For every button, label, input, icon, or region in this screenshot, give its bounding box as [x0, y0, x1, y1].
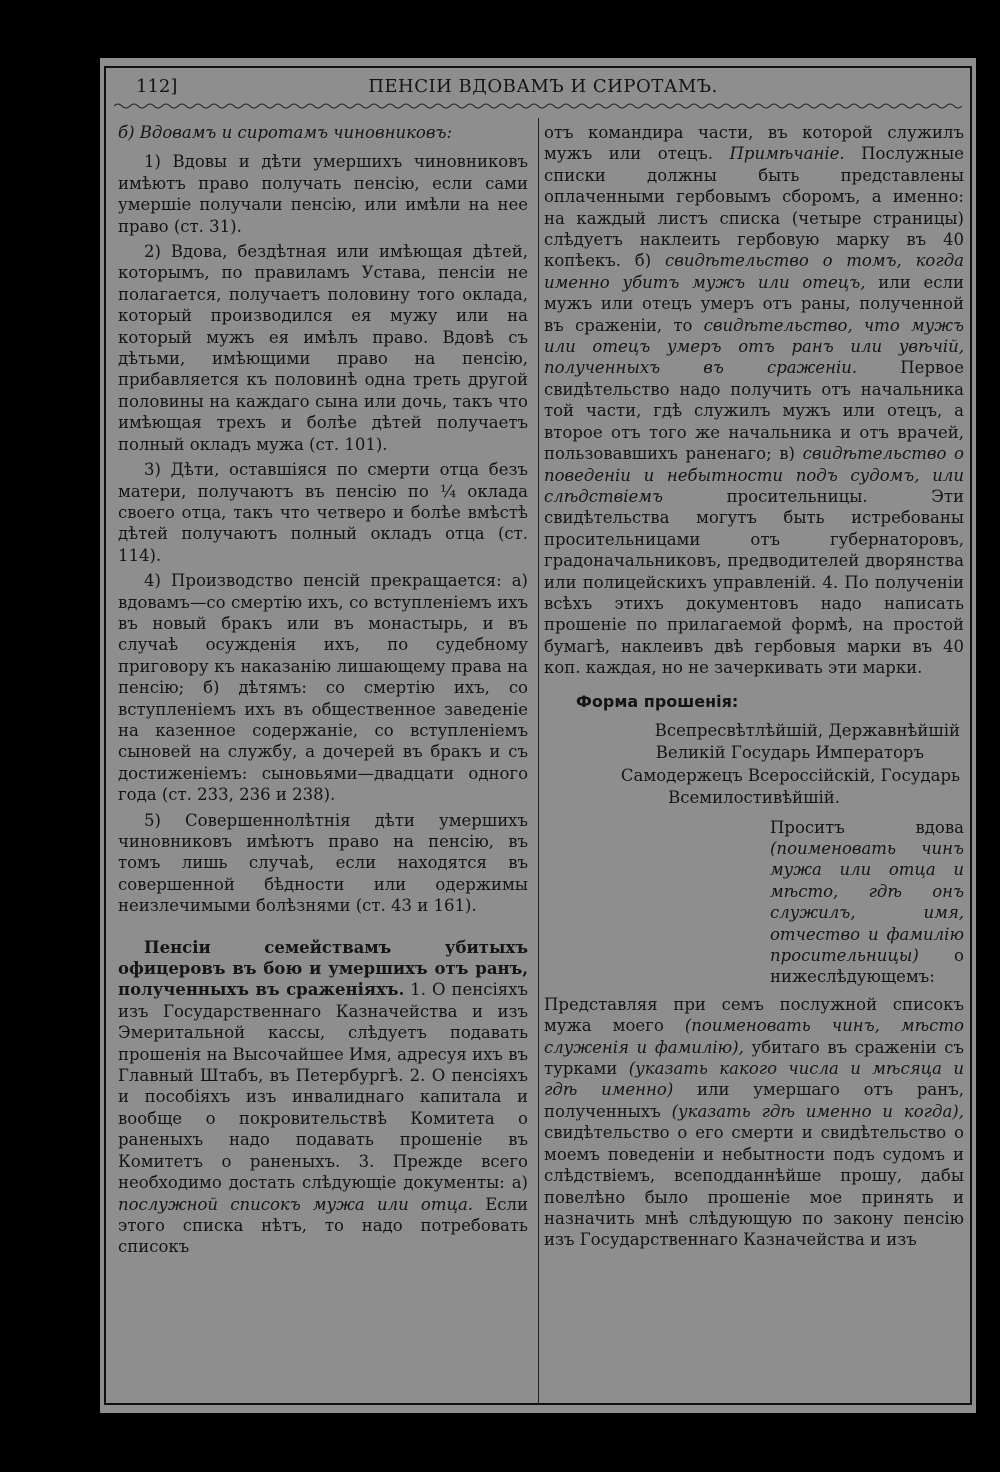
petitioner-text-b: о нижеслѣдующемъ:	[770, 946, 964, 987]
petitioner-block	[770, 817, 964, 988]
petitioner-text-a: Проситъ вдова	[770, 817, 964, 837]
address-line-2: Великій Государь Императоръ	[655, 743, 924, 763]
frame-top-rule	[104, 66, 972, 68]
right-text-c: или если мужъ или отецъ умеръ отъ раны, полученной въ сраженіи, то	[544, 272, 964, 335]
form-title: Форма прошенія:	[576, 691, 739, 711]
address-line-4: Всемилостивѣйшій.	[668, 788, 840, 808]
petition-text-c: или умершаго отъ ранъ, полученныхъ	[544, 1080, 965, 1121]
paragraph-5: 5) Совершеннолѣтнія дѣти умершихъ чиновниковъ имѣютъ право на пенсію, въ томъ лишь случаѣ, если находятся въ совершенной бѣдности или одержимы неизлечимыми болѣзнями (ст. 43 и 161).	[118, 810, 528, 916]
petition-italic-2: (указать какого числа и мѣсяца и гдѣ именно)	[544, 1059, 964, 1100]
column-divider	[538, 118, 539, 1403]
paragraph-1: 1) Вдовы и дѣти умершихъ чиновниковъ имѣютъ право получать пенсію, если сами умершіе получали пенсію, или имѣли на нее право (ст. 31).	[118, 152, 528, 236]
right-italic-3: свидѣтельство, что мужъ или отецъ умеръ отъ ранъ или увѣчій, полученныхъ въ сраженіи.	[544, 315, 964, 378]
right-text-e: просительницы. Эти свидѣтельства могутъ быть истребованы просительницами отъ губернаторовъ, градоначальниковъ, предводителей дворянства или полицейскихъ управленій. 4. По полученіи всѣхъ этихъ документовъ надо написать прошеніе по прилагаемой формѣ, на простой бумагѣ, наклеивъ двѣ гербовыя марки въ 40 коп. каждая, но не зачеркивать эти марки.	[544, 486, 964, 678]
left-column	[118, 122, 528, 1262]
right-italic-note: Примѣчаніе.	[729, 144, 845, 164]
right-paragraph-1	[544, 122, 964, 679]
paragraph-2: 2) Вдова, бездѣтная или имѣющая дѣтей, которымъ, по правиламъ Устава, пенсіи не полагается, получаетъ половину того оклада, который производился ея мужу или на который мужъ ея имѣлъ право. Вдовѣ съ дѣтьми, имѣющими право на пенсію, прибавляется къ половинѣ одна треть другой половины на каждаго сына или дочь, такъ что имѣющая трехъ и болѣе дѣтей получаетъ полный окладъ мужа (ст. 101).	[118, 242, 528, 454]
petition-italic-3: (указать гдѣ именно и когда),	[671, 1101, 964, 1121]
petition-text-b: убитаго въ сраженіи съ турками	[544, 1037, 965, 1079]
paragraph-6-text-a: 1. О пенсіяхъ изъ Государственнаго Казначейства и изъ Эмеритальной кассы, слѣдуетъ подавать прошенія на Высочайшее Имя, адресуя ихъ въ Главный Штабъ, въ Петербургѣ. 2. О пенсіяхъ и пособіяхъ изъ инвалиднаго капитала и вообще о покровительствѣ Комитета о раненыхъ надо подавать прошеніе въ Комитетъ о раненыхъ. 3. Прежде всего необходимо достать слѣдующіе документы: а)	[118, 980, 529, 1193]
petitioner-italic: (поименовать чинъ мужа или отца и мѣсто, гдѣ онъ служилъ, имя, отчество и фамилію просительницы)	[770, 839, 964, 966]
right-text-a: отъ командира части, въ которой служилъ мужъ или отецъ.	[544, 123, 964, 164]
right-text-b: Послужные списки должны быть представлены оплаченными гербовымъ сборомъ, а именно: на каждый листъ списка (четыре страницы) слѣдуетъ наклеить гербовую марку въ 40 копѣекъ. б)	[544, 144, 964, 271]
running-title: ПЕНСІИ ВДОВАМЪ И СИРОТАМЪ.	[368, 76, 718, 97]
frame-right-rule	[970, 66, 972, 1405]
page-number: 112]	[136, 76, 178, 97]
paragraph-3: 3) Дѣти, оставшіяся по смерти отца безъ матери, получаютъ въ пенсію по ¼ оклада своего отца, такъ что четверо и болѣе вмѣстѣ дѣтей получаютъ полный окладъ отца (ст. 114).	[118, 460, 528, 565]
right-italic-4: свидѣтельство о поведеніи и небытности подъ судомъ, или слѣдствіемъ	[544, 444, 964, 506]
frame-left-rule	[104, 66, 106, 1405]
wavy-rule	[114, 102, 962, 110]
section-subhead: б) Вдовамъ и сиротамъ чиновниковъ:	[118, 123, 453, 142]
petition-text-d: свидѣтельство о его смерти и свидѣтельство о моемъ поведеніи и небытности подъ судомъ и слѣдствіемъ, всеподданнѣйше прошу, дабы повелѣно было прошеніе мое принять и назначить мнѣ слѣдующую по закону пенсію изъ Государственнаго Казначейства и изъ	[544, 1123, 964, 1250]
paragraph-6-italic: послужной списокъ мужа или отца.	[118, 1194, 474, 1214]
section-heading-bold: Пенсіи семействамъ убитыхъ офицеровъ въ бою и умершихъ отъ ранъ, полученныхъ въ сраженіяхъ.	[118, 937, 528, 1000]
frame-bottom-rule	[104, 1403, 972, 1405]
right-italic-2: свидѣтельство о томъ, когда именно убитъ мужъ или отецъ,	[544, 251, 965, 292]
address-block	[544, 720, 964, 809]
paragraph-6	[118, 937, 528, 1258]
petition-text-a: Представляя при семъ послужной списокъ мужа моего	[544, 994, 964, 1036]
right-text-d: Первое свидѣтельство надо получить отъ начальника той части, гдѣ служилъ мужъ или отецъ, а второе отъ того же начальника и отъ врачей, пользовавшихъ раненаго; в)	[544, 358, 964, 464]
address-line-1: Всепресвѣтлѣйшій, Державнѣйшій	[654, 720, 960, 740]
address-line-3: Самодержецъ Всероссійскій, Государь	[620, 765, 960, 785]
petition-body	[544, 994, 964, 1251]
right-column	[544, 122, 964, 1255]
paragraph-6-text-b: Если этого списка нѣтъ, то надо потребовать списокъ	[118, 1194, 529, 1257]
document-page	[100, 58, 976, 1413]
paragraph-4: 4) Производство пенсій прекращается: а) вдовамъ—со смертію ихъ, со вступленіемъ ихъ въ новый бракъ или въ монастырь, и въ случаѣ осужденія ихъ, по судебному приговору къ наказанію лишающему права на пенсію; б) дѣтямъ: со смертію ихъ, со вступленіемъ ихъ въ общественное заведеніе на казенное содержаніе, со вступленіемъ сыновей на службу, а дочерей въ бракъ и съ достиженіемъ: сыновьями—двадцати одного года (ст. 233, 236 и 238).	[118, 571, 528, 805]
petition-italic-1: (поименовать чинъ, мѣсто служенія и фамилію),	[544, 1016, 964, 1057]
